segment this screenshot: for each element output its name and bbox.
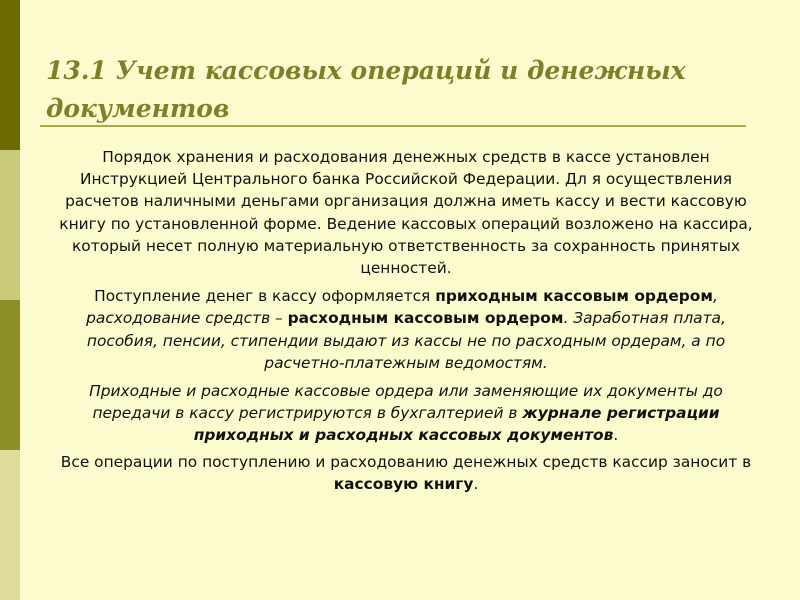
paragraph-2-text: Поступление денег в кассу оформляется [94,287,436,306]
slide-title: 13.1 Учет кассовых операций и денежных документов [46,56,686,123]
paragraph-2-text: . Заработная плата, пособия, пенсии, стипендии выдают из кассы не по расходным ордерам, а по расчетно-платежным ведомостям. [86,309,726,372]
paragraph-3 [52,380,760,447]
title-divider [40,125,746,127]
slide-body [52,146,760,495]
paragraph-2-bold-term: приходным кассовым ордером [435,287,713,306]
paragraph-4-text: Все операции по поступлению и расходованию денежных средств кассир заносит в [60,452,752,471]
side-bar-segment [0,450,20,600]
paragraph-4 [52,451,760,495]
side-bar-segment [0,150,20,300]
paragraph-1: Порядок хранения и расходования денежных средств в кассе установлен Инструкцией Центрального банка Российской Федерации. Дл я осуществления расчетов наличными деньгами организация должна иметь кассу и вести кассовую книгу по установленной форме. Ведение кассовых операций возложено на кассира, который несет полную материальную ответственность за сохранность принятых ценностей. [59,148,753,278]
paragraph-2-bold-term: расходным кассовым ордером [287,309,564,328]
paragraph-3-text: Приходные и расходные кассовые ордера или заменяющие их документы до передачи в кассу регистрируются в бухгалтерией в [89,382,723,423]
side-decoration-bar [0,0,20,600]
paragraph-3-bold-term: журнале регистрации приходных и расходных кассовых документов [193,404,720,445]
paragraph-3-text: . [613,426,619,445]
paragraph-4-text: . [473,474,479,493]
side-bar-segment [0,0,20,150]
side-bar-segment [0,300,20,450]
paragraph-2 [52,285,760,374]
paragraph-2-text: , расходование средств – [86,287,718,328]
paragraph-4-bold-term: кассовую книгу [333,474,474,493]
